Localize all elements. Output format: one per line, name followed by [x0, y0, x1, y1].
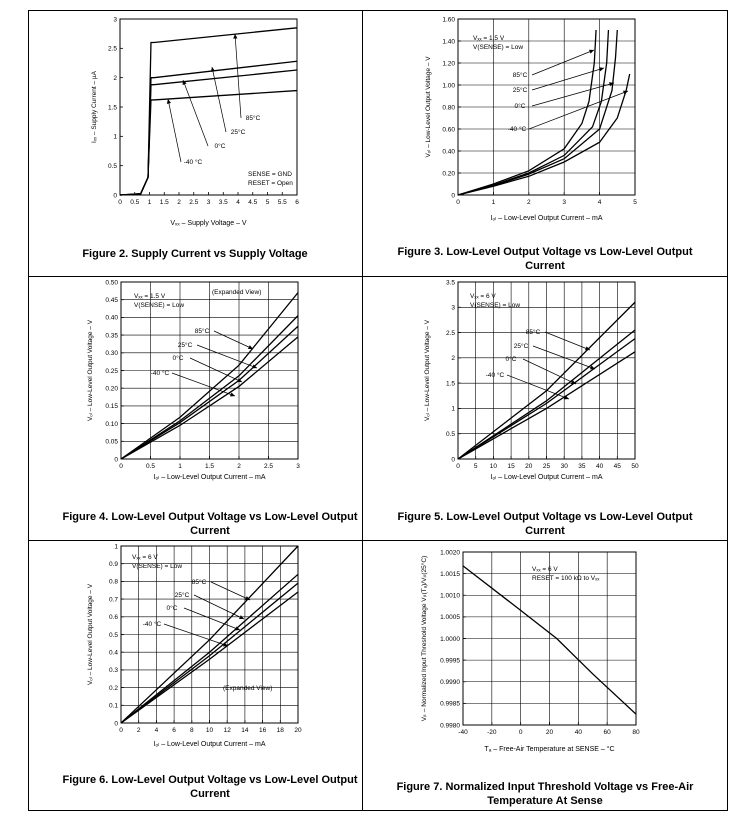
- y-axis-label: Vₒₗ – Low-Level Output Voltage – V: [87, 583, 94, 686]
- x-tick-label: 14: [241, 727, 249, 734]
- x-tick-label: 0: [456, 199, 460, 206]
- x-tick-label: 60: [603, 729, 611, 736]
- y-tick-label: 0.45: [105, 297, 118, 304]
- series-label: -40 °C: [485, 372, 505, 379]
- x-tick-label: 18: [276, 727, 284, 734]
- y-tick-label: 0: [451, 456, 455, 464]
- y-tick-label: 1: [451, 405, 455, 413]
- annotation-arrow: [545, 332, 590, 350]
- x-tick-label: 2: [526, 199, 531, 206]
- chart-svg-fig6: [28, 540, 362, 811]
- series-line-0: [458, 30, 596, 195]
- plot-frame: [120, 19, 297, 195]
- series-line-2: [458, 30, 617, 195]
- x-axis-label: Vₓₓ – Supply Voltage – V: [170, 220, 247, 227]
- annotation-arrow: [197, 345, 257, 368]
- y-tick-label: 0: [114, 720, 118, 728]
- series-label: 25°C: [513, 343, 529, 350]
- figure-3-caption: Figure 3. Low-Level Output Voltage vs Low-Level Output Current: [397, 246, 693, 272]
- chart-annotation: V(SENSE) = Low: [473, 44, 524, 51]
- y-tick-label: 0.9995: [440, 657, 460, 665]
- y-tick-label: 0.1: [108, 702, 118, 710]
- x-tick-label: 0: [518, 729, 523, 736]
- annotation-arrow: [168, 99, 181, 162]
- chart-annotation: Vₓₓ = 1.5 V: [473, 35, 505, 42]
- series-label: 25°C: [177, 342, 193, 349]
- x-tick-label: 20: [545, 729, 554, 736]
- annotation-arrow: [183, 80, 208, 146]
- x-tick-label: 0: [118, 199, 122, 206]
- x-tick-label: 20: [525, 463, 533, 470]
- x-tick-label: 40: [574, 729, 582, 736]
- chart-svg-fig2: [28, 10, 362, 276]
- y-tick-label: 1.0015: [440, 570, 460, 578]
- x-tick-label: 3.5: [218, 199, 228, 206]
- panel-figure-2: [28, 10, 362, 276]
- x-axis-label: Tₐ – Free-Air Temperature at SENSE – °C: [484, 746, 615, 753]
- y-tick-label: 3: [113, 16, 117, 24]
- annotation-arrow: [532, 68, 604, 90]
- y-tick-label: 0: [451, 192, 455, 200]
- x-tick-label: 16: [258, 727, 267, 734]
- x-tick-label: 0: [119, 727, 123, 734]
- y-tick-label: 0.5: [107, 162, 117, 170]
- x-tick-label: 4: [236, 199, 240, 206]
- panel-figure-7: [362, 540, 728, 811]
- y-tick-label: 0.9985: [440, 700, 460, 708]
- x-tick-label: -40: [458, 729, 468, 736]
- x-tick-label: 35: [578, 463, 586, 470]
- figure-7-caption: Figure 7. Normalized Input Threshold Voltage vs Free-Air Temperature At Sense: [396, 781, 694, 807]
- y-tick-label: 0: [114, 456, 118, 464]
- y-tick-label: 0.15: [105, 403, 118, 411]
- x-tick-label: 40: [595, 463, 604, 470]
- y-tick-label: 0.80: [442, 104, 455, 112]
- x-axis-label: Iₒₗ – Low-Level Output Current – mA: [153, 741, 266, 748]
- x-tick-label: 2: [237, 463, 241, 470]
- x-tick-label: 4.5: [248, 199, 258, 206]
- y-tick-label: 1.0020: [440, 549, 460, 557]
- series-label: -40 °C: [150, 370, 170, 377]
- chart-annotation: SENSE = GND: [248, 171, 292, 178]
- y-tick-label: 1.0010: [440, 592, 460, 600]
- x-tick-label: 0: [456, 463, 460, 470]
- y-axis-label: Vₒₗ – Low-Level Output Voltage – V: [425, 56, 432, 158]
- series-label: -40 °C: [142, 621, 162, 628]
- y-tick-label: 0.25: [105, 367, 118, 375]
- y-tick-label: 3.5: [445, 279, 455, 287]
- y-tick-label: 0.5: [445, 431, 455, 439]
- x-axis-label: Iₒₗ – Low-Level Output Current – mA: [153, 474, 266, 481]
- series-label: 0°C: [172, 355, 184, 362]
- y-tick-label: 0.20: [105, 385, 118, 393]
- x-tick-label: 1: [491, 199, 496, 206]
- chart-svg-fig7: [362, 540, 728, 811]
- y-tick-label: 1.0005: [440, 614, 460, 622]
- chart-svg-fig3: [362, 10, 728, 276]
- series-label: 85°C: [191, 579, 207, 586]
- y-tick-label: 0.10: [105, 420, 118, 428]
- x-axis-label: Iₒₗ – Low-Level Output Current – mA: [490, 215, 603, 222]
- series-label: 25°C: [512, 87, 528, 94]
- x-tick-label: 3: [296, 463, 300, 470]
- y-axis-label: Iₓₓ – Supply Current – µA: [91, 71, 98, 143]
- x-tick-label: 15: [507, 463, 515, 470]
- y-tick-label: 0.9: [108, 561, 118, 568]
- x-tick-label: 0: [119, 463, 123, 470]
- x-tick-label: 50: [631, 463, 639, 470]
- y-tick-label: 1.20: [442, 60, 455, 68]
- y-axis-label: Vᵢₜ – Normalized Input Threshold Voltage Vᵢₜ(Tₐ)/Vᵢₜ(25°C): [421, 555, 428, 722]
- series-label: -40 °C: [507, 126, 527, 133]
- x-tick-label: 2: [136, 727, 141, 734]
- annotation-arrow: [507, 375, 569, 399]
- x-tick-label: 5: [265, 199, 270, 206]
- chart-annotation: Vₓₓ = 6 V: [470, 293, 496, 300]
- series-label: 85°C: [525, 329, 541, 336]
- x-tick-label: 20: [294, 727, 302, 734]
- series-label: 25°C: [174, 592, 190, 599]
- chart-annotation: Vₓₓ = 1.5 V: [134, 293, 166, 300]
- x-tick-label: 0.5: [145, 463, 156, 470]
- y-tick-label: 0.35: [105, 332, 118, 340]
- panel-figure-5: [362, 276, 728, 540]
- panel-figure-4: [28, 276, 362, 540]
- arrowhead: [230, 392, 235, 396]
- figure-4-caption: Figure 4. Low-Level Output Voltage vs Low-Level Output Current: [62, 511, 358, 537]
- series-label: 0°C: [514, 103, 526, 110]
- y-tick-label: 0: [113, 192, 117, 200]
- x-tick-label: 6: [172, 727, 176, 734]
- x-tick-label: 30: [560, 463, 568, 470]
- annotation-arrow: [194, 595, 244, 619]
- x-tick-label: 4: [154, 727, 159, 734]
- x-tick-label: 80: [632, 729, 640, 736]
- x-tick-label: 2.5: [189, 199, 199, 206]
- y-tick-label: 0.2: [108, 684, 118, 692]
- y-tick-label: 0.7: [108, 596, 118, 604]
- chart-annotation: V(SENSE) = Low: [470, 302, 521, 309]
- y-tick-label: 3: [451, 304, 455, 312]
- x-tick-label: 12: [223, 727, 231, 734]
- x-tick-label: 10: [205, 727, 214, 734]
- x-tick-label: 4: [597, 199, 602, 206]
- y-tick-label: 0.40: [442, 148, 455, 156]
- y-tick-label: 2: [113, 74, 117, 82]
- y-tick-label: 0.20: [442, 170, 455, 178]
- chart-svg-fig5: [362, 276, 728, 540]
- x-tick-label: 5.5: [277, 199, 287, 206]
- y-tick-label: 0.6: [108, 614, 118, 622]
- x-tick-label: 3: [562, 199, 567, 206]
- x-tick-label: 1: [147, 199, 152, 206]
- annotation-arrow: [532, 50, 594, 75]
- y-tick-label: 0.3: [108, 667, 118, 675]
- x-tick-label: 25: [542, 463, 551, 470]
- y-axis-label: Vₒₗ – Low-Level Output Voltage – V: [424, 319, 431, 422]
- annotation-arrow: [212, 67, 226, 132]
- x-tick-label: 5: [633, 199, 637, 206]
- y-tick-label: 1.5: [445, 380, 455, 388]
- figure-6-caption: Figure 6. Low-Level Output Voltage vs Low-Level Output Current: [62, 774, 358, 800]
- y-tick-label: 2: [451, 355, 455, 363]
- y-tick-label: 0.4: [108, 649, 118, 657]
- panel-figure-3: [362, 10, 728, 276]
- x-axis-label: Iₒₗ – Low-Level Output Current – mA: [490, 474, 603, 481]
- y-tick-label: 0.60: [442, 126, 455, 134]
- y-tick-label: 1.5: [107, 104, 117, 112]
- arrowhead: [167, 99, 171, 104]
- series-label: 85°C: [512, 72, 528, 79]
- annotation-arrow: [211, 582, 250, 600]
- annotation-arrow: [214, 331, 253, 349]
- series-label: 0°C: [166, 605, 178, 612]
- y-tick-label: 1: [113, 133, 117, 141]
- series-line-0: [120, 28, 297, 195]
- annotation-arrow: [184, 608, 240, 630]
- y-tick-label: 0.8: [108, 578, 118, 586]
- y-tick-label: 1.00: [442, 82, 455, 90]
- y-tick-label: 0.5: [108, 631, 118, 639]
- chart-annotation: Vₓₓ = 6 V: [532, 566, 558, 573]
- x-tick-label: 5: [473, 463, 478, 470]
- chart-annotation: RESET = Open: [248, 180, 293, 187]
- x-tick-label: 10: [489, 463, 498, 470]
- x-tick-label: 6: [295, 199, 299, 206]
- x-tick-label: 3: [206, 199, 211, 206]
- y-tick-label: 1.60: [442, 16, 455, 24]
- series-label: 0°C: [214, 143, 226, 150]
- y-tick-label: 2.5: [445, 329, 455, 337]
- chart-annotation: Vₓₓ = 6 V: [132, 554, 158, 561]
- y-tick-label: 0.30: [105, 350, 118, 358]
- series-label: 85°C: [194, 328, 210, 335]
- x-tick-label: 2.5: [263, 463, 274, 470]
- series-label: -40 °C: [183, 159, 203, 166]
- annotation-arrow: [523, 359, 576, 384]
- x-tick-label: 8: [189, 727, 194, 734]
- y-tick-label: 0.50: [105, 279, 118, 287]
- figure-5-caption: Figure 5. Low-Level Output Voltage vs Low-Level Output Current: [397, 511, 693, 537]
- figure-2-caption: Figure 2. Supply Current vs Supply Voltage: [82, 248, 308, 260]
- panel-figure-6: [28, 540, 362, 811]
- x-tick-label: 2: [177, 199, 181, 206]
- chart-annotation-expanded: (Expanded View): [223, 685, 273, 692]
- y-tick-label: 0.9980: [440, 722, 460, 730]
- y-tick-label: 2.5: [107, 45, 117, 53]
- x-tick-label: 1: [178, 463, 182, 470]
- series-label: 0°C: [505, 356, 517, 363]
- chart-annotation: V(SENSE) = Low: [134, 302, 185, 309]
- series-label: 85°C: [245, 115, 261, 122]
- series-label: 25°C: [230, 129, 246, 136]
- x-tick-label: 1.5: [159, 199, 169, 206]
- x-tick-label: -20: [487, 729, 497, 736]
- x-tick-label: 45: [613, 463, 621, 470]
- y-tick-label: 1.0000: [440, 635, 460, 643]
- y-tick-label: 0.40: [105, 314, 118, 322]
- y-tick-label: 0.9990: [440, 679, 460, 687]
- annotation-arrow: [164, 624, 228, 646]
- chart-annotation: RESET = 100 kΩ to Vₓₓ: [532, 575, 600, 582]
- y-tick-label: 0.05: [105, 438, 118, 446]
- chart-annotation: V(SENSE) = Low: [132, 563, 183, 570]
- x-tick-label: 0.5: [130, 199, 140, 206]
- x-tick-label: 1.5: [204, 463, 215, 470]
- y-tick-label: 1: [114, 543, 118, 551]
- series-line-3: [458, 74, 630, 195]
- chart-annotation-expanded: (Expanded View): [212, 289, 262, 296]
- y-tick-label: 1.40: [442, 38, 455, 46]
- chart-svg-fig4: [28, 276, 362, 540]
- y-axis-label: Vₒₗ – Low-Level Output Voltage – V: [87, 319, 94, 422]
